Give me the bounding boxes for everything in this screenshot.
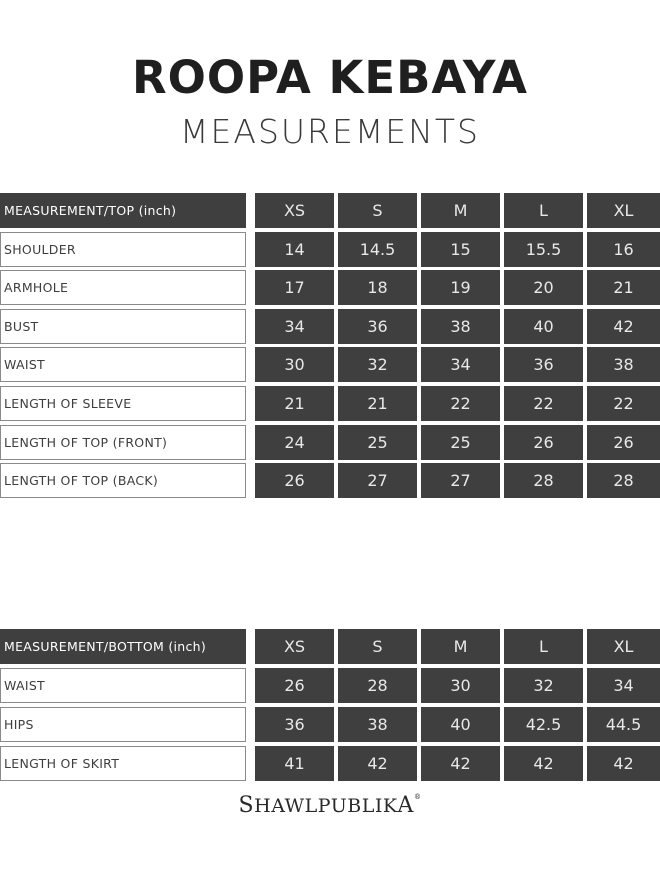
measurement-value: 38	[587, 347, 660, 382]
row-label: ARMHOLE	[0, 270, 246, 305]
row-label: WAIST	[0, 668, 246, 703]
measurement-value: 24	[255, 425, 334, 460]
measurement-value: 30	[421, 668, 500, 703]
size-header-xl: XL	[587, 193, 660, 228]
brand-final: A	[397, 793, 414, 818]
brand-initial: S	[238, 793, 255, 818]
measurement-value: 42	[587, 746, 660, 781]
measurement-value: 25	[338, 425, 417, 460]
measurement-value: 28	[587, 463, 660, 498]
measurement-value: 36	[504, 347, 583, 382]
measurement-value: 27	[338, 463, 417, 498]
measurement-value: 36	[338, 309, 417, 344]
size-header-s: S	[338, 193, 417, 228]
measurement-value: 27	[421, 463, 500, 498]
measurement-value: 22	[504, 386, 583, 421]
page-subtitle: MEASUREMENTS	[180, 112, 480, 151]
size-header-l: L	[504, 629, 583, 664]
measurement-value: 32	[338, 347, 417, 382]
measurement-value: 28	[338, 668, 417, 703]
measurement-value: 26	[255, 668, 334, 703]
measurement-value: 40	[421, 707, 500, 742]
measurement-value: 36	[255, 707, 334, 742]
measurement-value: 26	[504, 425, 583, 460]
measurement-value: 22	[587, 386, 660, 421]
measurement-value: 14	[255, 232, 334, 267]
measurement-value: 42	[338, 746, 417, 781]
measurement-value: 42	[504, 746, 583, 781]
page-title: ROOPA KEBAYA	[131, 51, 529, 104]
row-label: LENGTH OF TOP (BACK)	[0, 463, 246, 498]
measurement-value: 44.5	[587, 707, 660, 742]
measurement-value: 21	[587, 270, 660, 305]
row-label: SHOULDER	[0, 232, 246, 267]
measurement-value: 15.5	[504, 232, 583, 267]
measurement-value: 17	[255, 270, 334, 305]
size-header-l: L	[504, 193, 583, 228]
size-header-m: M	[421, 629, 500, 664]
measurement-value: 25	[421, 425, 500, 460]
size-header-xs: XS	[255, 193, 334, 228]
measurement-value: 32	[504, 668, 583, 703]
size-header-xs: XS	[255, 629, 334, 664]
measurement-value: 38	[338, 707, 417, 742]
size-header-m: M	[421, 193, 500, 228]
measurement-value: 42	[421, 746, 500, 781]
measurement-value: 28	[504, 463, 583, 498]
measurement-value: 21	[255, 386, 334, 421]
row-label: LENGTH OF SKIRT	[0, 746, 246, 781]
measurement-value: 19	[421, 270, 500, 305]
measurement-value: 18	[338, 270, 417, 305]
measurement-value: 16	[587, 232, 660, 267]
measurement-value: 20	[504, 270, 583, 305]
table-header-label: MEASUREMENT/BOTTOM (inch)	[0, 629, 246, 664]
row-label: BUST	[0, 309, 246, 344]
measurement-value: 42.5	[504, 707, 583, 742]
size-header-xl: XL	[587, 629, 660, 664]
measurement-value: 22	[421, 386, 500, 421]
measurement-value: 30	[255, 347, 334, 382]
row-label: LENGTH OF SLEEVE	[0, 386, 246, 421]
measurement-value: 41	[255, 746, 334, 781]
measurement-value: 38	[421, 309, 500, 344]
row-label: WAIST	[0, 347, 246, 382]
measurement-value: 34	[587, 668, 660, 703]
row-label: HIPS	[0, 707, 246, 742]
measurement-value: 26	[255, 463, 334, 498]
size-header-s: S	[338, 629, 417, 664]
measurement-value: 40	[504, 309, 583, 344]
measurement-value: 26	[587, 425, 660, 460]
row-label: LENGTH OF TOP (FRONT)	[0, 425, 246, 460]
measurement-value: 34	[421, 347, 500, 382]
registered-mark: ®	[413, 793, 422, 801]
brand-text: HAWLPUBLIK	[254, 795, 398, 817]
table-header-label: MEASUREMENT/TOP (inch)	[0, 193, 246, 228]
measurement-value: 14.5	[338, 232, 417, 267]
brand-logo	[0, 793, 660, 818]
measurement-value: 15	[421, 232, 500, 267]
measurement-value: 21	[338, 386, 417, 421]
measurement-value: 34	[255, 309, 334, 344]
measurement-value: 42	[587, 309, 660, 344]
